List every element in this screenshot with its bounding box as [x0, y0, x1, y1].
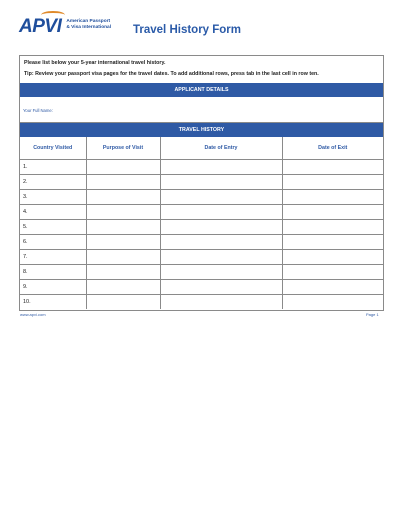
- logo-text: APVI: [19, 16, 62, 37]
- exit-date-cell[interactable]: [282, 159, 383, 174]
- entry-date-cell[interactable]: [160, 234, 282, 249]
- travel-history-heading: TRAVEL HISTORY: [20, 123, 383, 137]
- column-header-purpose: Purpose of Visit: [86, 137, 160, 159]
- footer-website-link[interactable]: www.apvi.com: [20, 312, 46, 317]
- applicant-details-heading: APPLICANT DETAILS: [20, 83, 383, 97]
- country-cell[interactable]: 3.: [20, 189, 86, 204]
- country-cell[interactable]: 8.: [20, 264, 86, 279]
- exit-date-cell[interactable]: [282, 189, 383, 204]
- entry-date-cell[interactable]: [160, 279, 282, 294]
- logo-subtitle: [66, 19, 111, 31]
- entry-date-cell[interactable]: [160, 264, 282, 279]
- table-row: [20, 264, 383, 279]
- exit-date-cell[interactable]: [282, 219, 383, 234]
- column-header-exit-date: Date of Exit: [282, 137, 383, 159]
- purpose-cell[interactable]: [86, 279, 160, 294]
- entry-date-cell[interactable]: [160, 219, 282, 234]
- exit-date-cell[interactable]: [282, 204, 383, 219]
- page-title: Travel History Form: [133, 24, 242, 36]
- exit-date-cell[interactable]: [282, 294, 383, 309]
- table-row: [20, 294, 383, 309]
- table-row: [20, 249, 383, 264]
- logo-swoosh-icon: [41, 11, 65, 19]
- purpose-cell[interactable]: [86, 249, 160, 264]
- country-cell[interactable]: 4.: [20, 204, 86, 219]
- travel-history-table: [20, 137, 383, 309]
- full-name-label: Your Full Name:: [23, 108, 53, 113]
- column-header-country: Country Visited: [20, 137, 86, 159]
- country-cell[interactable]: 10.: [20, 294, 86, 309]
- logo-line-1: American Passport: [66, 19, 111, 24]
- exit-date-cell[interactable]: [282, 249, 383, 264]
- table-row: [20, 159, 383, 174]
- purpose-cell[interactable]: [86, 264, 160, 279]
- intro-line-1: Please list below your 5-year international travel history.: [24, 60, 166, 66]
- table-header-row: [20, 137, 383, 159]
- purpose-cell[interactable]: [86, 294, 160, 309]
- purpose-cell[interactable]: [86, 174, 160, 189]
- country-cell[interactable]: 5.: [20, 219, 86, 234]
- column-header-entry-date: Date of Entry: [160, 137, 282, 159]
- intro-text: [20, 56, 383, 82]
- table-row: [20, 219, 383, 234]
- exit-date-cell[interactable]: [282, 174, 383, 189]
- country-cell[interactable]: 2.: [20, 174, 86, 189]
- country-cell[interactable]: 1.: [20, 159, 86, 174]
- entry-date-cell[interactable]: [160, 159, 282, 174]
- table-row: [20, 204, 383, 219]
- page-header: [19, 14, 384, 48]
- entry-date-cell[interactable]: [160, 294, 282, 309]
- entry-date-cell[interactable]: [160, 174, 282, 189]
- table-row: [20, 234, 383, 249]
- table-row: [20, 174, 383, 189]
- entry-date-cell[interactable]: [160, 249, 282, 264]
- exit-date-cell[interactable]: [282, 279, 383, 294]
- purpose-cell[interactable]: [86, 159, 160, 174]
- purpose-cell[interactable]: [86, 189, 160, 204]
- table-row: [20, 279, 383, 294]
- exit-date-cell[interactable]: [282, 264, 383, 279]
- table-row: [20, 189, 383, 204]
- logo-mark: [19, 16, 61, 38]
- purpose-cell[interactable]: [86, 219, 160, 234]
- intro-tip: Tip: Review your passport visa pages for the travel dates. To add additional rows, press tab in the last cell in row ten.: [24, 71, 319, 77]
- country-cell[interactable]: 7.: [20, 249, 86, 264]
- footer-page-number: Page 1: [366, 312, 379, 317]
- country-cell[interactable]: 9.: [20, 279, 86, 294]
- exit-date-cell[interactable]: [282, 234, 383, 249]
- travel-history-form: [19, 55, 384, 311]
- entry-date-cell[interactable]: [160, 204, 282, 219]
- entry-date-cell[interactable]: [160, 189, 282, 204]
- purpose-cell[interactable]: [86, 204, 160, 219]
- purpose-cell[interactable]: [86, 234, 160, 249]
- apvi-logo: [19, 16, 111, 44]
- logo-line-2: & Visa International: [66, 25, 112, 30]
- full-name-field[interactable]: [20, 97, 383, 123]
- country-cell[interactable]: 6.: [20, 234, 86, 249]
